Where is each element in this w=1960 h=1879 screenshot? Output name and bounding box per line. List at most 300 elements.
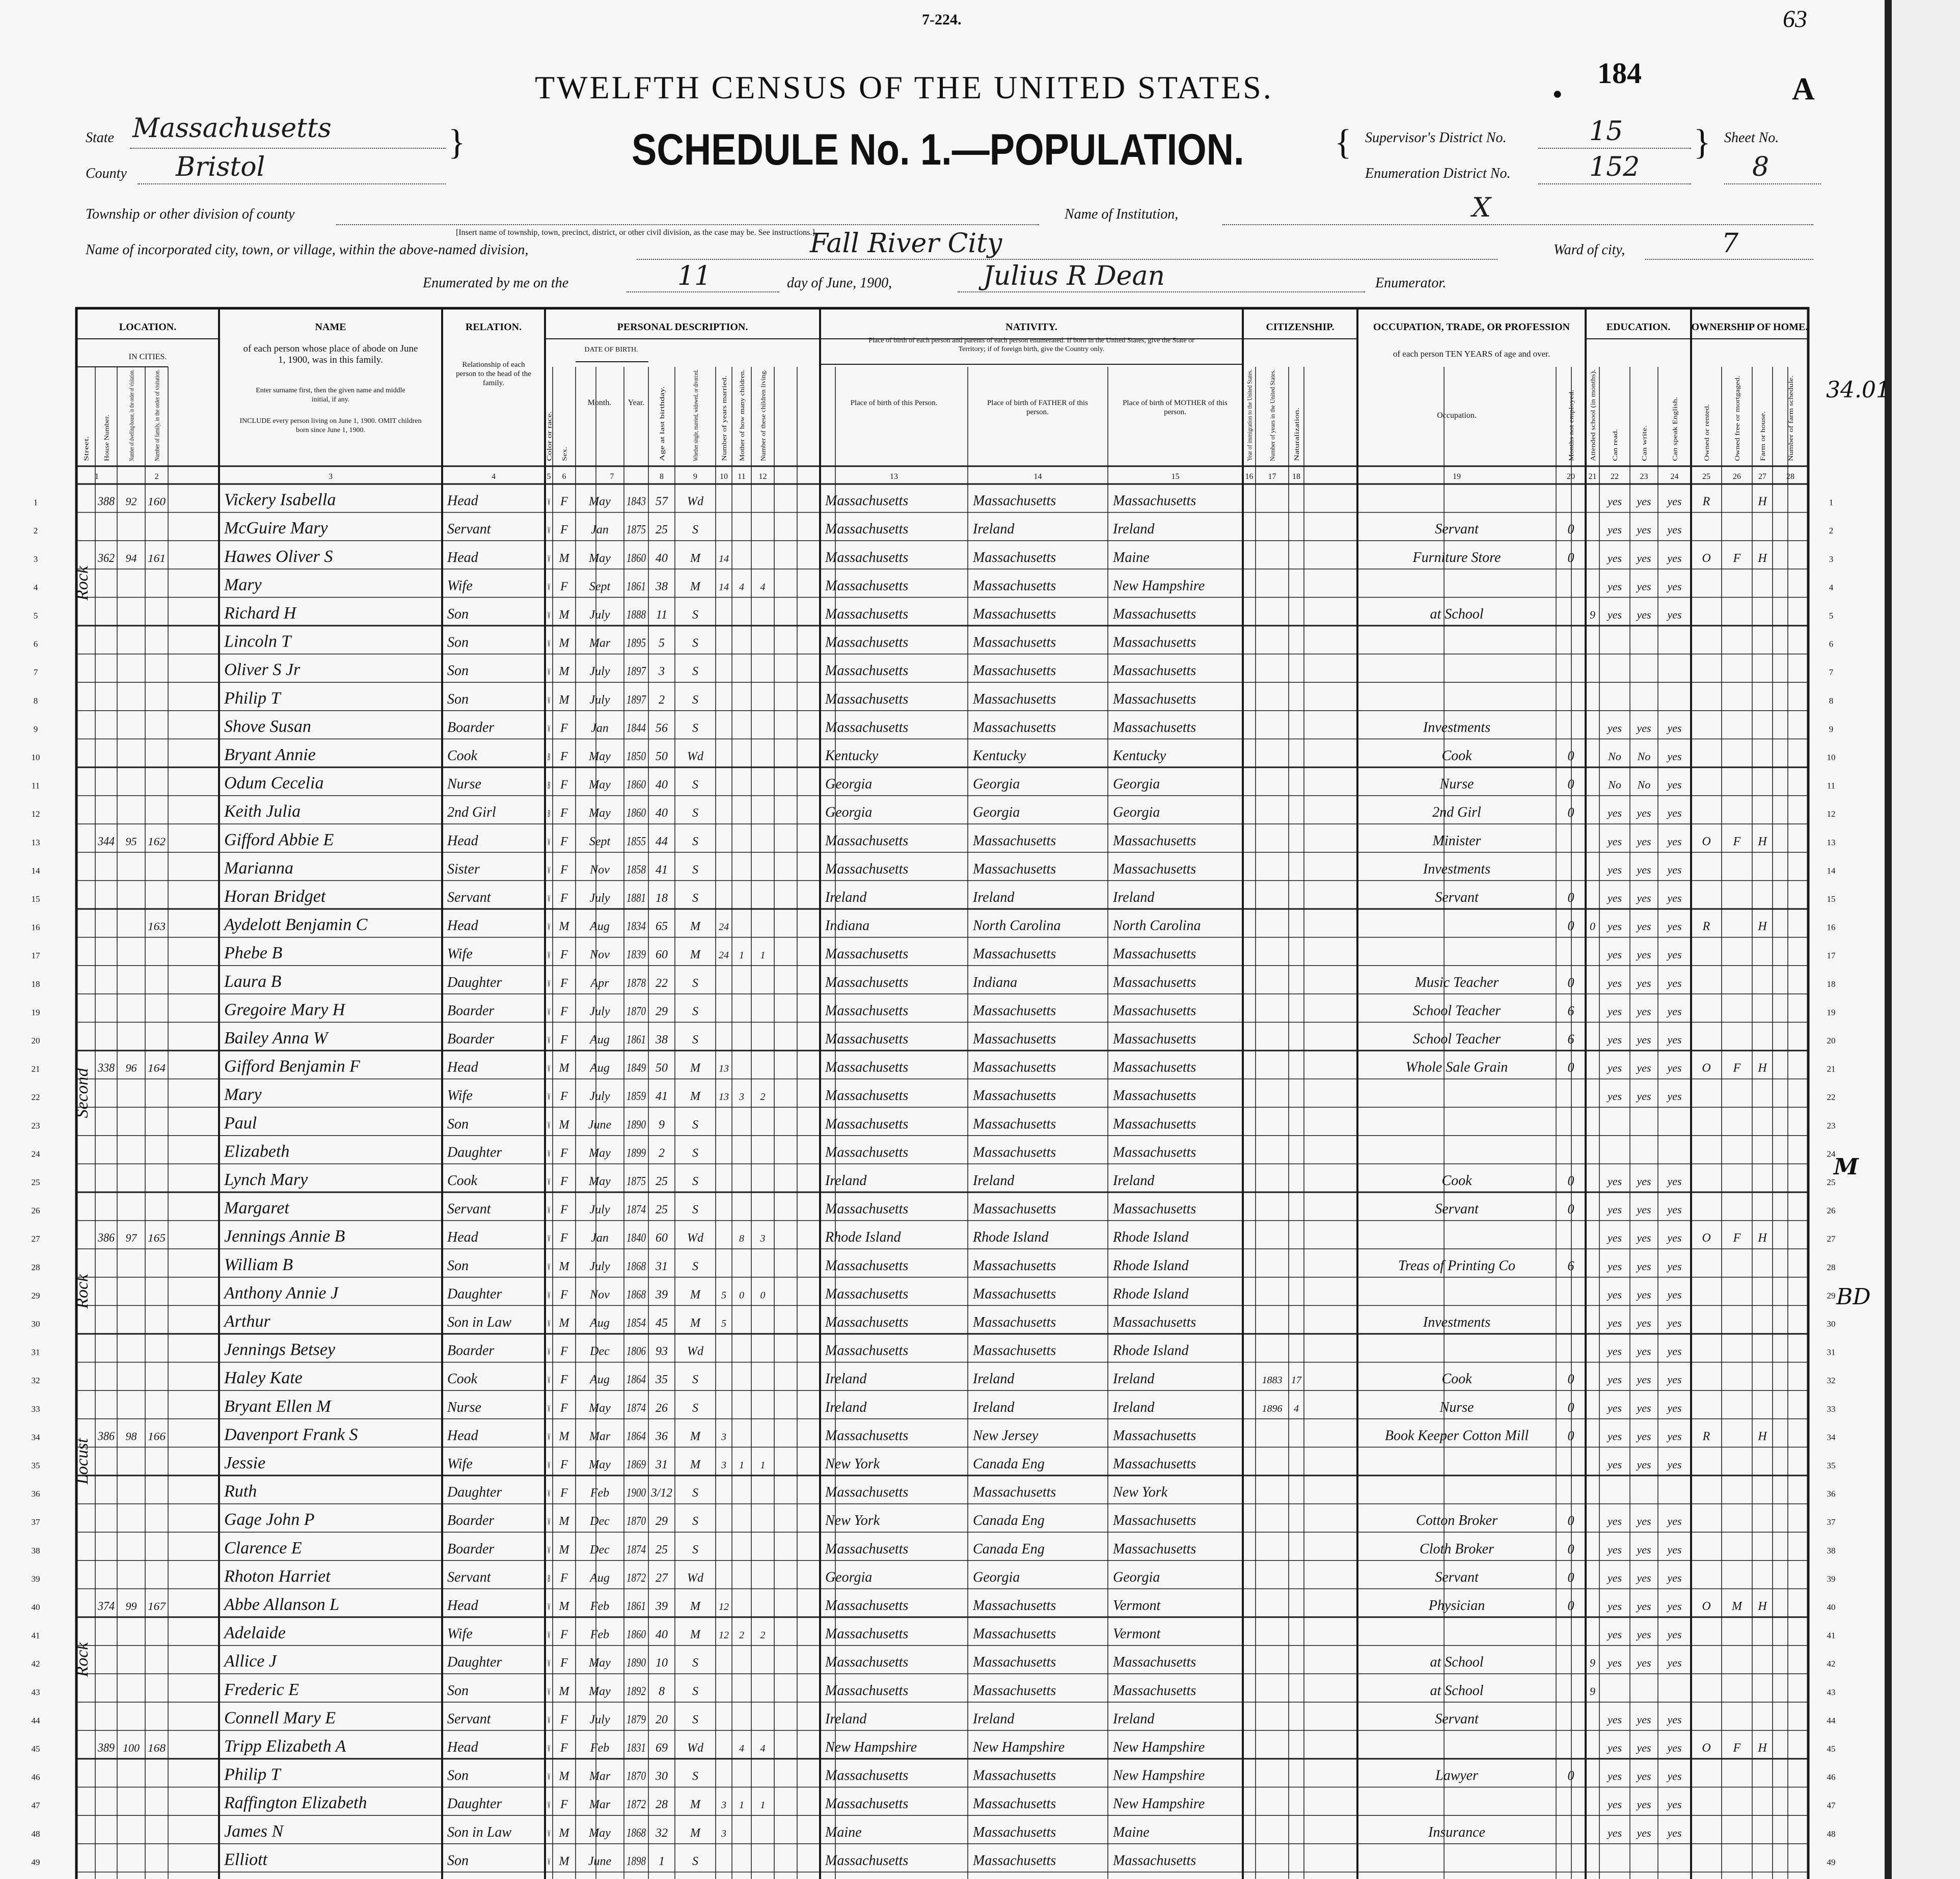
table-frame — [76, 308, 1808, 1879]
cell-m-years: 3 — [721, 1460, 726, 1471]
cell-marital: S — [692, 1515, 698, 1528]
cell-color: W — [548, 1063, 551, 1075]
cell-sex: F — [560, 1741, 568, 1755]
cell-relation: Head — [447, 493, 478, 509]
vertical-header-age: Age at last birthday. — [658, 408, 666, 461]
cell-relation: Cook — [447, 1371, 478, 1387]
cell-sex: F — [560, 750, 568, 763]
line-number-right: 38 — [1827, 1545, 1836, 1555]
cell-year: 1849 — [627, 1061, 646, 1075]
line-number-right: 43 — [1827, 1687, 1836, 1697]
cell-name: McGuire Mary — [224, 519, 328, 538]
cell-name: Haley Kate — [224, 1368, 303, 1388]
cell-name: Gifford Abbie E — [224, 830, 334, 849]
cell-color: W — [548, 1800, 551, 1811]
line-number-right: 4 — [1829, 582, 1834, 593]
line-number-right: 21 — [1827, 1064, 1836, 1074]
cell-marital: M — [690, 551, 700, 565]
cell-marital: M — [690, 1090, 700, 1104]
cell-m-of: 2 — [739, 1629, 744, 1641]
cell-mother: New Hampshire — [1113, 1796, 1205, 1812]
cell-occupation: School Teacher — [1412, 1003, 1501, 1019]
cell-marital: S — [692, 778, 698, 792]
cell-unemp: 0 — [1567, 522, 1574, 537]
cell-sex: M — [559, 1543, 569, 1556]
cell-father: Kentucky — [973, 748, 1026, 764]
cell-father: Massachusetts — [973, 634, 1056, 651]
cell-sex: F — [560, 1656, 568, 1670]
cell-father: Massachusetts — [973, 1824, 1056, 1840]
cell-farm: H — [1758, 1741, 1767, 1755]
cell-name: Jennings Betsey — [224, 1340, 336, 1359]
cell-name: Jennings Annie B — [224, 1227, 345, 1246]
cell-year: 1861 — [627, 580, 646, 594]
cell-read: yes — [1607, 1175, 1622, 1188]
cell-dwelling: 94 — [125, 551, 137, 565]
cell-color: W — [548, 1176, 551, 1188]
cell-unemp: 0 — [1567, 1513, 1574, 1528]
cell-month: May — [589, 551, 611, 565]
cell-read: yes — [1607, 1345, 1622, 1358]
line-number-left: 7 — [33, 667, 38, 678]
cell-marital: S — [692, 1259, 698, 1273]
cell-age: 60 — [656, 948, 668, 962]
cell-english: yes — [1667, 1061, 1682, 1075]
cell-read: yes — [1607, 1543, 1622, 1556]
cell-write: yes — [1637, 1033, 1651, 1046]
cell-relation: Boarder — [447, 719, 495, 736]
cell-sex: M — [559, 636, 569, 650]
cell-write: yes — [1637, 920, 1651, 933]
cell-color: W — [548, 610, 551, 621]
cell-mother: Massachusetts — [1113, 1541, 1196, 1557]
cell-year: 1860 — [627, 778, 646, 792]
cell-sex: M — [559, 1769, 569, 1783]
cell-write: yes — [1637, 1203, 1651, 1216]
cell-relation: Nurse — [447, 776, 481, 792]
cell-month: Feb — [590, 1741, 610, 1755]
cell-color: W — [548, 865, 551, 876]
cell-father: Massachusetts — [973, 1059, 1056, 1076]
cell-year: 1881 — [627, 892, 646, 905]
cell-house: 362 — [97, 551, 115, 565]
cell-read: yes — [1607, 495, 1622, 508]
cell-birthplace: Massachusetts — [825, 634, 909, 651]
vertical-header-write: Can write. — [1640, 433, 1648, 461]
cell-name: Elizabeth — [224, 1142, 290, 1161]
cell-month: July — [589, 1203, 610, 1217]
cell-month: May — [589, 1826, 611, 1840]
cell-house: 374 — [97, 1600, 115, 1613]
cell-write: yes — [1637, 1628, 1651, 1641]
cell-read: yes — [1607, 1656, 1622, 1670]
cell-age: 20 — [656, 1713, 668, 1727]
cell-month: July — [589, 1090, 610, 1104]
cell-color: W — [548, 1318, 551, 1329]
cell-occupation: Physician — [1428, 1598, 1485, 1614]
cell-birthplace: New Hampshire — [825, 1739, 917, 1755]
cell-write: yes — [1637, 1543, 1651, 1556]
cell-age: 69 — [656, 1741, 668, 1755]
cell-month: Dec — [590, 1345, 610, 1358]
cell-month: Feb — [590, 1628, 610, 1642]
cell-name: Arthur — [224, 1312, 270, 1331]
group-header: CITIZENSHIP. — [1266, 321, 1335, 333]
cell-occupation: Servant — [1435, 1569, 1479, 1586]
cell-marital: S — [692, 721, 698, 735]
cell-write: yes — [1637, 608, 1651, 621]
cell-sex: M — [559, 1515, 569, 1528]
line-number-left: 46 — [31, 1772, 40, 1782]
table-row — [97, 1227, 1767, 1246]
cell-dwelling: 96 — [125, 1061, 137, 1075]
township-label: Township or other division of county — [86, 206, 295, 222]
column-number: 27 — [1758, 472, 1766, 481]
cell-month: Dec — [590, 1515, 610, 1528]
cell-write: yes — [1637, 1600, 1651, 1613]
vertical-header-read: Can read. — [1611, 436, 1619, 461]
vertical-header-farm: Farm or house. — [1759, 421, 1766, 461]
cell-occupation: Servant — [1435, 890, 1479, 905]
cell-name: Mary — [224, 1085, 262, 1105]
cell-sex: F — [560, 1571, 568, 1585]
vertical-header-immigration: Year of immigration to the United States. — [1245, 352, 1254, 461]
line-number-right: 22 — [1827, 1092, 1836, 1103]
cell-father: New Jersey — [973, 1428, 1039, 1444]
vertical-header-dwelling: Number of dwelling-house, in the order of visitation. — [127, 320, 135, 461]
column-number: 18 — [1292, 472, 1300, 481]
line-number-left: 41 — [31, 1630, 40, 1641]
cell-birthplace: Massachusetts — [825, 1767, 909, 1784]
cell-name: Shove Susan — [224, 717, 311, 736]
cell-m-years: 14 — [719, 581, 729, 593]
cell-read: yes — [1607, 1231, 1622, 1245]
cell-month: Aug — [590, 1373, 610, 1387]
column-number: 23 — [1640, 472, 1648, 481]
cell-marital: Wd — [687, 1345, 703, 1358]
cell-father: Georgia — [973, 1569, 1020, 1586]
cell-relation: Servant — [447, 1201, 491, 1217]
cell-english: yes — [1667, 523, 1682, 536]
cell-mother: Georgia — [1113, 1569, 1160, 1586]
cell-birthplace: Massachusetts — [825, 1541, 909, 1557]
line-number-left: 35 — [31, 1461, 40, 1470]
cell-father: Massachusetts — [973, 1003, 1056, 1019]
cell-color: W — [548, 1460, 551, 1471]
line-number-right: 6 — [1829, 639, 1834, 649]
cell-relation: Son — [447, 1767, 469, 1784]
cell-name: Margaret — [224, 1198, 289, 1218]
cell-age: 38 — [656, 1033, 668, 1046]
cell-write: yes — [1637, 1458, 1651, 1471]
cell-relation: Head — [447, 1598, 478, 1614]
cell-unemp: 6 — [1567, 1032, 1574, 1046]
cell-sex: M — [559, 1118, 569, 1132]
cell-sex: M — [559, 551, 569, 565]
cell-sex: F — [560, 1458, 568, 1471]
cell-father: Georgia — [973, 804, 1020, 821]
cell-sex: F — [560, 495, 568, 508]
cell-english: yes — [1667, 1798, 1682, 1811]
cell-marital: S — [692, 1203, 698, 1217]
margin-side-code: 34.01 — [1826, 377, 1890, 403]
cell-age: 39 — [656, 1288, 668, 1302]
cell-read: yes — [1607, 608, 1622, 621]
cell-birthplace: Massachusetts — [825, 1003, 909, 1019]
cell-year: 1854 — [627, 1317, 646, 1330]
cell-father: Ireland — [973, 890, 1015, 905]
cell-english: yes — [1667, 1401, 1682, 1414]
group-header: NAME — [315, 321, 346, 333]
cell-age: 36 — [656, 1430, 668, 1443]
cell-relation: Daughter — [447, 974, 502, 990]
column-number: 25 — [1702, 472, 1710, 481]
line-number-left: 5 — [33, 611, 38, 621]
cell-dwelling: 97 — [125, 1231, 137, 1245]
cell-father: Ireland — [973, 1371, 1015, 1387]
cell-english: yes — [1667, 778, 1682, 791]
cell-age: 2 — [659, 1146, 665, 1160]
cell-sex: F — [560, 778, 568, 792]
line-number-left: 28 — [31, 1262, 40, 1272]
cell-mother: New York — [1113, 1484, 1168, 1500]
cell-birthplace: Massachusetts — [825, 946, 909, 962]
cell-birthplace: Massachusetts — [825, 691, 909, 707]
cell-mother: Kentucky — [1113, 748, 1166, 764]
cell-birthplace: Ireland — [825, 1173, 867, 1189]
cell-m-living: 2 — [760, 1091, 766, 1103]
cell-birthplace: Massachusetts — [825, 1428, 909, 1444]
line-number-left: 47 — [31, 1801, 40, 1811]
month-header: Month. — [587, 398, 612, 407]
cell-family: 161 — [148, 551, 166, 565]
cell-father: Ireland — [973, 521, 1015, 538]
cell-father: Massachusetts — [973, 1031, 1056, 1047]
cell-m-years: 3 — [721, 1828, 726, 1839]
cell-color: W — [548, 1856, 551, 1868]
cell-write: yes — [1637, 892, 1651, 904]
cell-year: 1872 — [627, 1571, 646, 1585]
table-row — [224, 689, 1196, 708]
cell-english: yes — [1667, 920, 1682, 933]
cell-color: W — [548, 666, 551, 678]
cell-read: yes — [1607, 1515, 1622, 1528]
cell-mother: Georgia — [1113, 776, 1160, 792]
cell-color: B — [548, 1573, 550, 1585]
line-number-right: 19 — [1827, 1007, 1836, 1017]
cell-relation: Servant — [447, 1711, 491, 1727]
cell-father: Massachusetts — [973, 493, 1056, 509]
cell-house: 386 — [97, 1231, 115, 1245]
enumerated-day: 11 — [677, 261, 712, 291]
cell-school: 0 — [1590, 920, 1595, 933]
cell-mother: New Hampshire — [1113, 578, 1205, 594]
cell-name: Ruth — [224, 1482, 257, 1501]
cell-name: Abbe Allanson L — [224, 1595, 340, 1614]
vertical-header-years-married: Number of years married. — [720, 392, 728, 461]
cell-m-years: 3 — [721, 1800, 726, 1811]
line-number-right: 9 — [1829, 724, 1834, 734]
cell-write: yes — [1637, 1259, 1651, 1273]
cell-year: 1864 — [627, 1430, 646, 1443]
cell-marital: S — [692, 1684, 698, 1698]
cell-color: W — [548, 1658, 551, 1670]
cell-english: yes — [1667, 495, 1682, 508]
cell-marital: S — [692, 807, 698, 820]
cell-read: yes — [1607, 1259, 1622, 1273]
cell-birthplace: Massachusetts — [825, 521, 909, 538]
line-number-right: 7 — [1829, 667, 1834, 678]
cell-relation: Sister — [447, 861, 480, 877]
column-number: 12 — [758, 472, 767, 481]
cell-color: W — [548, 1233, 551, 1245]
cell-birthplace: Ireland — [825, 1399, 867, 1415]
column-number: 5 — [547, 472, 551, 481]
cell-sex: F — [560, 1033, 568, 1046]
cell-mother: Massachusetts — [1113, 1059, 1196, 1076]
cell-month: Feb — [590, 1600, 610, 1613]
cell-english: yes — [1667, 750, 1682, 763]
cell-occupation: Music Teacher — [1414, 974, 1499, 990]
cell-name: Vickery Isabella — [224, 490, 336, 509]
cell-english: yes — [1667, 1600, 1682, 1613]
cell-own: O — [1702, 1231, 1711, 1245]
cell-relation: Boarder — [447, 1003, 495, 1019]
enum-district-value: 152 — [1589, 152, 1640, 182]
cell-birthplace: Massachusetts — [825, 1682, 909, 1699]
cell-mother: Ireland — [1113, 1711, 1155, 1727]
cell-father: Massachusetts — [973, 1767, 1056, 1784]
line-number-left: 19 — [31, 1007, 40, 1017]
cell-father: Ireland — [973, 1711, 1015, 1727]
cell-birthplace: Massachusetts — [825, 1201, 909, 1217]
cell-occupation: Investments — [1423, 861, 1491, 877]
relation-header-desc: Relationship of each — [462, 361, 525, 369]
sheet-letter: A — [1792, 72, 1815, 106]
cell-occupation: Book Keeper Cotton Mill — [1384, 1428, 1529, 1444]
cell-write: yes — [1637, 863, 1651, 876]
cell-marital: S — [692, 1486, 698, 1500]
cell-age: 22 — [656, 976, 668, 990]
cell-yrs-us: 4 — [1294, 1403, 1299, 1414]
cell-month: Aug — [590, 1033, 610, 1046]
occupation-subheader: Occupation. — [1437, 411, 1477, 420]
line-number-right: 16 — [1827, 922, 1836, 932]
cell-english: yes — [1667, 892, 1682, 904]
name-header-desc: of each person whose place of abode on June — [243, 343, 418, 354]
cell-year: 1844 — [627, 721, 646, 735]
cell-name: Connell Mary E — [224, 1708, 336, 1728]
cell-sex: F — [560, 892, 568, 905]
cell-mother: Massachusetts — [1113, 946, 1196, 962]
line-number-left: 6 — [33, 639, 38, 649]
cell-name: Lynch Mary — [224, 1170, 308, 1189]
table-row — [97, 491, 1767, 509]
name-header-note: Enter surname first, then the given name and middle — [256, 387, 405, 394]
institution-value: X — [1472, 193, 1491, 223]
cell-sex: M — [559, 1061, 569, 1075]
cell-read: yes — [1607, 835, 1622, 848]
cell-birthplace: Massachusetts — [825, 1853, 909, 1869]
cell-month: May — [589, 1401, 611, 1415]
cell-sex: M — [559, 1826, 569, 1840]
cell-sex: F — [560, 1798, 568, 1812]
township-note: [Insert name of township, town, precinct, district, or other civil division, as the case may be. See instructions.] — [456, 228, 815, 237]
group-header: PERSONAL DESCRIPTION. — [617, 321, 748, 333]
group-header: LOCATION. — [119, 321, 177, 333]
cell-read: yes — [1607, 580, 1622, 593]
cell-write: yes — [1637, 1288, 1651, 1301]
street-name-note: Rock — [73, 1642, 92, 1677]
cell-birthplace: Kentucky — [825, 748, 879, 764]
cell-age: 1 — [659, 1855, 665, 1868]
line-number-left: 1 — [33, 497, 38, 507]
cell-name: James N — [224, 1821, 284, 1841]
column-number: 24 — [1670, 472, 1679, 481]
cell-read: yes — [1607, 551, 1622, 565]
cell-father: Massachusetts — [973, 1201, 1056, 1217]
cell-family: 162 — [148, 835, 166, 848]
vertical-header-living: Number of these children living. — [759, 374, 767, 461]
cell-age: 44 — [656, 835, 668, 848]
cell-color: W — [548, 723, 551, 735]
line-number-right: 36 — [1827, 1489, 1836, 1499]
column-number: 20 — [1567, 472, 1575, 481]
cell-m-living: 1 — [760, 950, 766, 961]
cell-write: No — [1637, 750, 1651, 763]
cell-write: yes — [1637, 1741, 1651, 1754]
cell-marital: M — [690, 1288, 700, 1302]
cell-read: yes — [1607, 863, 1622, 876]
cell-month: May — [589, 1684, 611, 1698]
cell-year: 1859 — [627, 1090, 646, 1104]
cell-english: yes — [1667, 1713, 1682, 1726]
cell-birthplace: Massachusetts — [825, 663, 909, 679]
cell-birthplace: Massachusetts — [825, 974, 909, 990]
cell-dwelling: 100 — [123, 1741, 140, 1754]
cell-m-years: 24 — [719, 921, 729, 933]
cell-relation: Head — [447, 1428, 478, 1444]
cell-father: Ireland — [973, 1399, 1015, 1415]
county-value: Bristol — [176, 152, 265, 182]
cell-marital: S — [692, 863, 698, 877]
enumerated-label: Enumerated by me on the — [423, 275, 569, 291]
cell-occupation: at School — [1430, 1654, 1484, 1671]
cell-age: 25 — [656, 1175, 668, 1188]
cell-birthplace: Georgia — [825, 804, 873, 821]
cell-m-of: 0 — [739, 1290, 744, 1301]
cell-age: 3 — [659, 665, 665, 679]
cell-month: Jan — [591, 523, 609, 537]
cell-father: Massachusetts — [973, 1257, 1056, 1274]
table-row — [224, 1482, 1168, 1501]
cell-birthplace: Massachusetts — [825, 1343, 909, 1359]
cell-marital: S — [692, 608, 698, 622]
cell-color: W — [548, 1290, 551, 1301]
cell-marital: S — [692, 1175, 698, 1188]
cell-write: yes — [1637, 948, 1651, 961]
cell-sex: M — [559, 1855, 569, 1868]
cell-read: yes — [1607, 948, 1622, 961]
cell-english: yes — [1667, 1571, 1682, 1585]
cell-read: yes — [1607, 1458, 1622, 1471]
cell-birthplace: Massachusetts — [825, 861, 909, 877]
cell-read: yes — [1607, 1713, 1622, 1726]
cell-unemp: 6 — [1567, 1258, 1574, 1273]
cell-relation: Son — [447, 663, 469, 679]
cell-father: Massachusetts — [973, 691, 1056, 707]
cell-month: May — [589, 750, 611, 763]
